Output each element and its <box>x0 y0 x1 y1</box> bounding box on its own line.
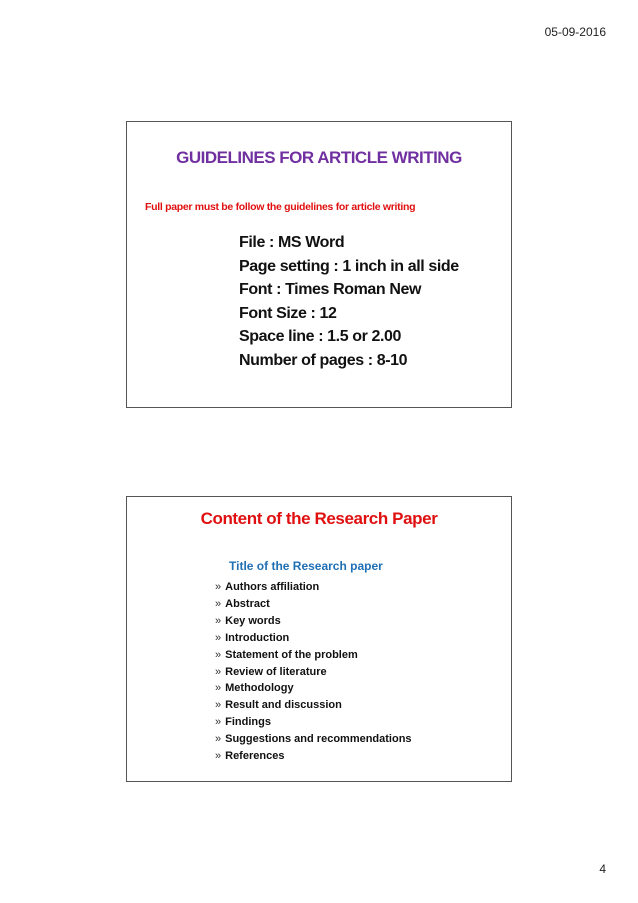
list-item: Font : Times Roman New <box>239 281 422 298</box>
list-item: Space line : 1.5 or 2.00 <box>239 328 402 345</box>
list-item-label: Result and discussion <box>225 699 342 712</box>
slide2-title: Content of the Research Paper <box>200 509 438 528</box>
list-item-label: Methodology <box>225 682 294 695</box>
list-item <box>215 714 412 731</box>
list-item <box>215 630 412 647</box>
bullet-icon: » <box>215 733 222 746</box>
list-item-label: Authors affiliation <box>225 581 320 593</box>
slide2-subtitle: Title of the Research paper <box>229 559 383 573</box>
page-number: 4 <box>599 862 606 876</box>
bullet-icon: » <box>215 614 222 627</box>
content-list <box>215 579 412 765</box>
list-item: File : MS Word <box>239 234 345 251</box>
date-label: 05-09-2016 <box>544 25 606 39</box>
bullet-icon: » <box>215 581 222 593</box>
bullet-icon: » <box>215 648 222 661</box>
list-item-label: Review of literature <box>225 665 327 678</box>
list-item <box>215 579 412 596</box>
list-item-label: Abstract <box>225 597 270 610</box>
list-item <box>215 731 412 748</box>
list-item: Number of pages : 8-10 <box>239 351 408 369</box>
list-item-label: References <box>225 750 285 763</box>
slide-guidelines <box>126 121 512 408</box>
slide1-title: GUIDELINES FOR ARTICLE WRITING <box>176 148 462 167</box>
list-item <box>215 748 412 765</box>
bullet-icon: » <box>215 716 222 729</box>
slide-content <box>126 496 512 782</box>
list-item <box>215 664 412 681</box>
list-item-label: Suggestions and recommendations <box>225 733 412 746</box>
list-item <box>215 697 412 714</box>
list-item-label: Key words <box>225 614 281 627</box>
list-item <box>215 613 412 630</box>
list-item: Font Size : 12 <box>239 304 337 322</box>
list-item-label: Introduction <box>225 631 290 644</box>
bullet-icon: » <box>215 597 222 610</box>
bullet-icon: » <box>215 665 222 678</box>
bullet-icon: » <box>215 682 222 695</box>
bullet-icon: » <box>215 699 222 712</box>
list-item: Page setting : 1 inch in all side <box>239 257 459 275</box>
list-item <box>215 596 412 613</box>
guidelines-list <box>239 231 459 372</box>
list-item-label: Findings <box>225 716 271 729</box>
list-item <box>215 680 412 697</box>
bullet-icon: » <box>215 750 222 763</box>
bullet-icon: » <box>215 631 222 644</box>
list-item-label: Statement of the problem <box>225 648 358 661</box>
slide1-subtitle: Full paper must be follow the guidelines for article writing <box>145 201 416 213</box>
list-item <box>215 647 412 664</box>
